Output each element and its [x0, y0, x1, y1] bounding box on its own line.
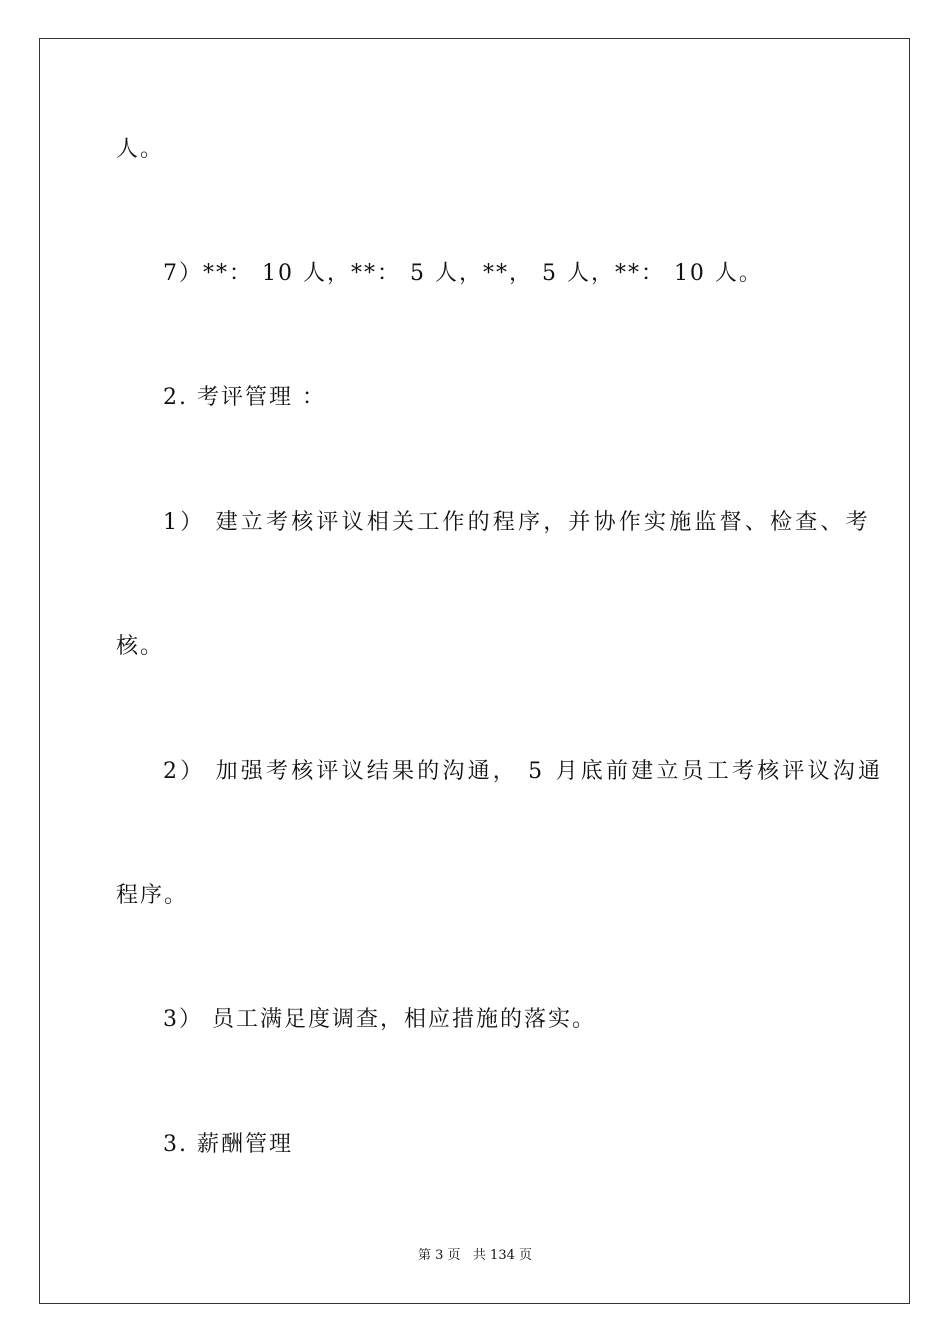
- text-line-4: 1） 建立考核评议相关工作的程序，并协作实施监督、检查、考: [163, 510, 871, 535]
- text-line-6: 2） 加强考核评议结果的沟通， 5 月底前建立员工考核评议沟通: [163, 759, 884, 784]
- text-line-5: 核。: [116, 634, 165, 659]
- text-line-8: 3） 员工满足度调查，相应措施的落实。: [163, 1007, 596, 1032]
- text-line-7: 程序。: [116, 883, 189, 908]
- section-heading-2: 2. 考评管理 ：: [163, 385, 326, 410]
- text-line-2: 7）**： 10 人，**： 5 人，**， 5 人，**： 10 人。: [163, 261, 763, 286]
- section-heading-3: 3. 薪酬管理: [163, 1132, 293, 1157]
- text-line-1: 人。: [116, 137, 165, 162]
- page-footer: 第 3 页 共 134 页: [417, 1248, 532, 1263]
- page-border: [39, 38, 910, 1304]
